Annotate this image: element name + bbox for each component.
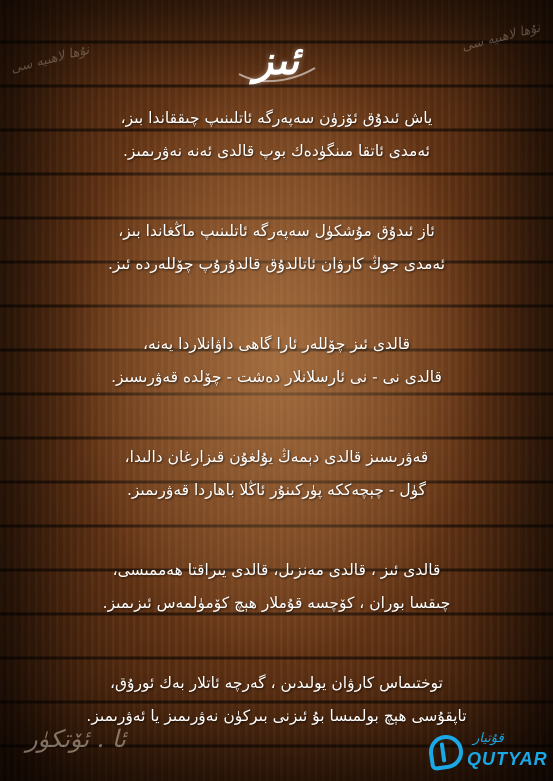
stanza [40,554,513,620]
poem-line: قەۋرىسىز قالدى دېمەڭ يۇلغۇن قىزارغان دالىدا، [124,448,429,466]
poem-line: قالدى ئىز ، قالدى مەنزىل، قالدى يىراقتا ھەممىسى، [112,561,441,579]
poem-line: گۈل - چېچەككە پۈركىنۇر ئاڭلا باھاردا قەۋرىمىز. [126,481,427,499]
poem-line: چىقسا بوران ، كۆچسە قۇملار ھېچ كۆمۈلمەس ئىزىمىز. [102,594,451,612]
author-signature: ئا . ئۆتكۈر [26,725,126,753]
stanza [40,441,513,507]
poem-body [40,102,513,733]
logo-text: QUTYAR [467,749,548,769]
watermark-right: نۇھا لاھىيە سى [460,20,542,55]
poem-line: ياش ئىدۇق ئۆزۈن سەپەرگە ئاتلىنىپ چىققاندا بىز، [120,109,433,127]
poem-line: قالدى ئىز چۆللەر ئارا گاھى داۋانلاردا يەنە، [143,335,410,353]
stanza [40,215,513,281]
poem-line: توختىماس كارۋان يولىدىن ، گەرچە ئاتلار بەك ئورۇق، [110,674,443,692]
poem-line: ئەمدى جوڭ كارۋان ئاتالدۇق قالدۇرۇپ چۆللەردە ئىز. [107,255,446,273]
poem-line: ئەمدى ئاتقا مىنگۈدەك بوپ قالدى ئەنە نەۋرىمىز. [122,142,430,160]
poem-line: تاپقۇسى ھېچ بولمىسا بۇ ئىزنى بىركۈن نەۋرىمىز يا ئەۋرىمىز. [86,707,467,725]
poem-line: ئاز ئىدۇق مۇشكۈل سەپەرگە ئاتلىنىپ ماڭغاندا بىز، [118,222,435,240]
poem-line: قالدى نى - نى ئارسلانلار دەشت - چۆلدە قەۋرىسىز. [111,368,442,386]
stanza [40,328,513,394]
poem-title: ئىز [253,38,300,84]
logo-arabic-text: قۇتيار [473,731,504,746]
qutyar-logo [427,729,548,773]
stanza [40,667,513,733]
watermark-left: نۇھا لاھىيە سى [9,42,91,77]
stanza [40,102,513,168]
qutyar-logo-icon [427,733,465,771]
